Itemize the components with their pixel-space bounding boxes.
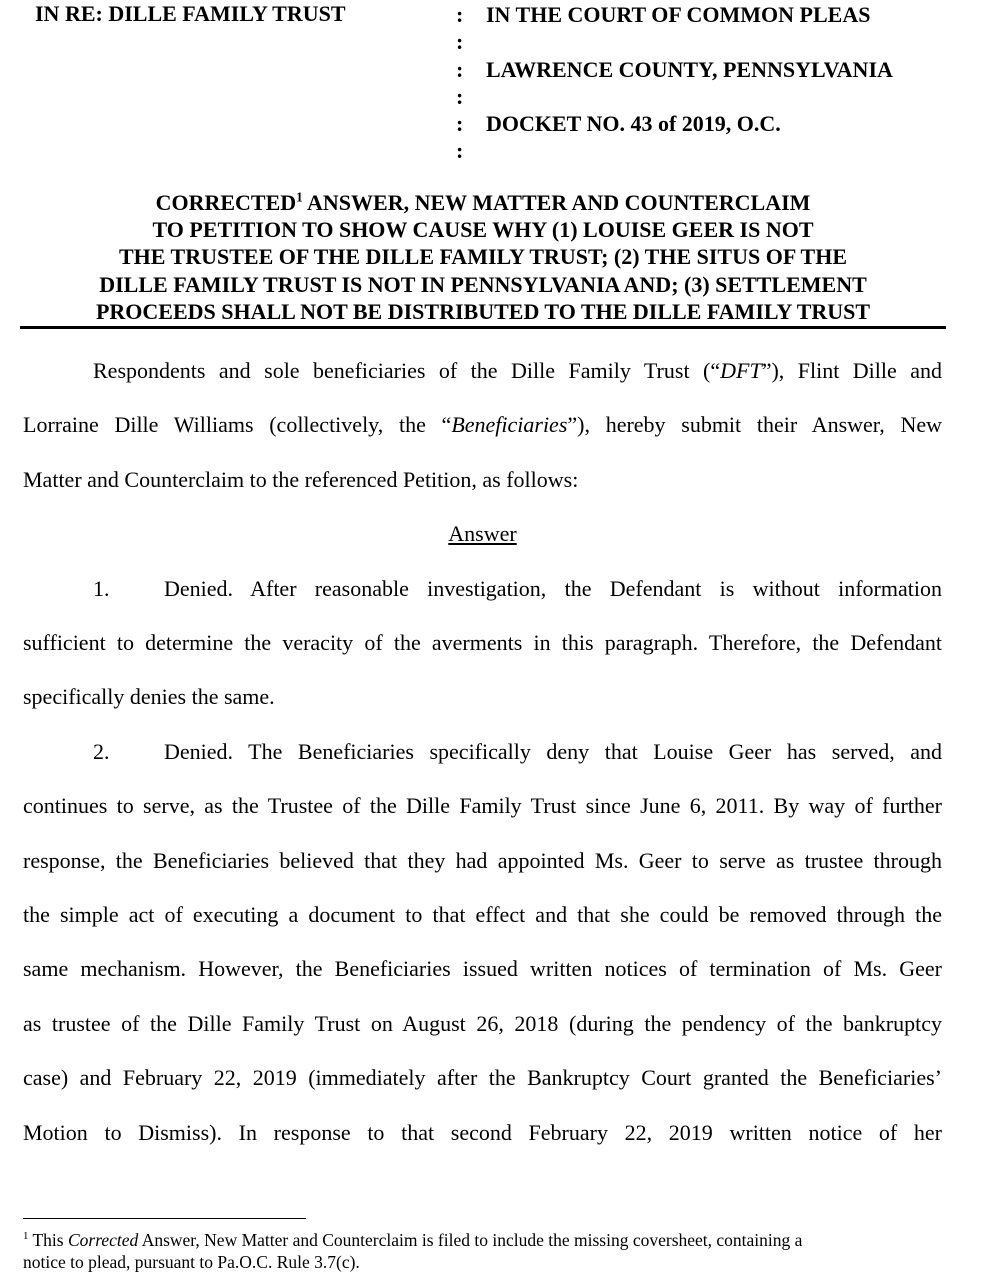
case-name: IN RE: DILLE FAMILY TRUST [35,1,346,26]
footnote-separator [23,1218,306,1219]
paragraph-2-line: case) and February 22, 2019 (immediately after the Bankruptcy Court granted the Beneficiaries’ [23,1065,942,1091]
paragraph-2-line: response, the Beneficiaries believed that they had appointed Ms. Geer to serve as trustee through [23,847,942,873]
footnote [23,1229,903,1273]
title-underline [20,326,946,329]
paragraph-2-line: 2. Denied. The Beneficiaries specifically deny that Louise Geer has served, and [23,737,942,767]
document-title [20,189,946,325]
caption-colon: : [456,111,464,137]
court-info [486,1,893,165]
court-county: LAWRENCE COUNTY, PENNSYLVANIA [486,56,893,82]
footnote-line: notice to plead, pursuant to Pa.O.C. Rule 3.7(c). [23,1252,360,1272]
intro-line: Respondents and sole beneficiaries of the Dille Family Trust (“DFT”), Flint Dille and [93,358,943,383]
paragraph-2-line: the simple act of executing a document to that effect and that she could be removed through the [23,902,942,927]
intro-line: Lorraine Dille Williams (collectively, the “Beneficiaries”), hereby submit their Answer, New [23,412,942,438]
paragraph-number: 2. [93,738,110,764]
caption-colon: : [456,29,464,55]
paragraph-1-line: 1. Denied. After reasonable investigation, the Defendant is without information [23,574,942,604]
caption-colon: : [456,83,464,109]
docket-number: DOCKET NO. 43 of 2019, O.C. [486,111,781,137]
paragraph-2-line: as trustee of the Dille Family Trust on August 26, 2018 (during the pendency of the bankruptcy [23,1010,942,1036]
title-line: CORRECTED$^1$ ANSWER, NEW MATTER AND COUNTERCLAIM [155,189,811,215]
case-caption [0,0,1000,170]
caption-colon-column [456,1,463,165]
footnote-marker: 1 [296,189,303,205]
title-line: PROCEEDS SHALL NOT BE DISTRIBUTED TO THE DILLE FAMILY TRUST [95,298,871,324]
intro-line: Matter and Counterclaim to the referenced Petition, as follows: [23,466,579,492]
footnote-line: $^1$ This Corrected Answer, New Matter and Counterclaim is filed to include the missing coversheet, containing a [23,1230,803,1250]
paragraph-1-line: specifically denies the same. [23,684,275,710]
section-heading-answer: Answer [448,521,517,547]
footnote-number: 1 [23,1230,29,1243]
paragraph-2-line: continues to serve, as the Trustee of the Dille Family Trust since June 6, 2011. By way of further [23,793,942,819]
paragraph-1-line: sufficient to determine the veracity of the averments in this paragraph. Therefore, the Defendant [23,630,942,655]
title-line: THE TRUSTEE OF THE DILLE FAMILY TRUST; (2) THE SITUS OF THE [118,244,848,270]
title-line: DILLE FAMILY TRUST IS NOT IN PENNSYLVANIA AND; (3) SETTLEMENT [99,271,867,297]
caption-colon: : [456,138,464,164]
paragraph-2-line: same mechanism. However, the Beneficiaries issued written notices of termination of Ms. Geer [23,956,942,982]
court-name: IN THE COURT OF COMMON PLEAS [486,2,871,27]
paragraph-2-line: Motion to Dismiss). In response to that second February 22, 2019 written notice of her [23,1119,942,1145]
caption-colon: : [456,56,464,82]
title-line: TO PETITION TO SHOW CAUSE WHY (1) LOUISE GEER IS NOT [152,217,814,243]
paragraph-number: 1. [93,575,110,601]
caption-colon: : [456,2,464,27]
